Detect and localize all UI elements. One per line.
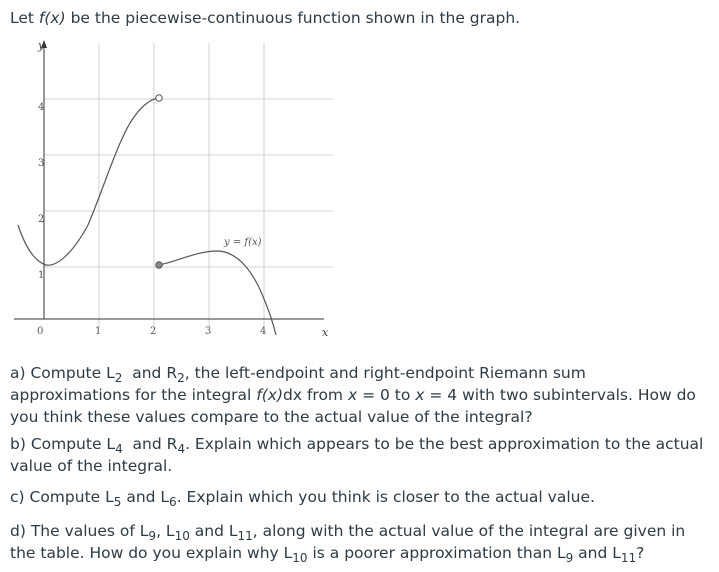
question-a: a) Compute $L_2$ and $R_2$, the left-endpoint and right-endpoint Riemann sum approximations for the integral f(x)dx from x = 0 to x = 4 with two subintervals. How do you think these values compare to the actual value of the integral? (10, 364, 696, 426)
x-tick-label: 1 (95, 326, 102, 337)
x-tick-label: 3 (205, 326, 212, 337)
y-tick-label: 4 (38, 102, 45, 113)
x-tick-label: 2 (150, 326, 157, 337)
question-c: c) Compute $L_5$ and $L_6$. Explain which you think is closer to the actual value. (10, 488, 595, 509)
y-tick-label: 2 (38, 214, 45, 225)
x-axis-label: x (322, 326, 329, 339)
x-tick-label: 0 (37, 326, 44, 337)
curve-label: y = f(x) (224, 237, 262, 248)
question-b: b) Compute $L_4$ and $R_4$. Explain which appears to be the best approximation to the actual value of the integral. (10, 435, 704, 475)
question-d: d) The values of $L_9$, $L_{10}$ and $L_{11}$, along with the actual value of the integral are given in the table. How do you explain why $L_{10}$ is a poorer approximation than $L_9$ and $L_{11}$? (10, 522, 686, 565)
y-axis-label: y (38, 39, 45, 52)
y-tick-label: 1 (38, 270, 45, 281)
y-tick-label: 3 (38, 158, 45, 169)
function-graph (8, 37, 336, 345)
intro-text: Let f(x) be the piecewise-continuous function shown in the graph. (10, 9, 521, 27)
closed-endpoint-dot (156, 262, 162, 268)
x-tick-label: 4 (260, 326, 267, 337)
open-endpoint-dot (156, 95, 162, 101)
